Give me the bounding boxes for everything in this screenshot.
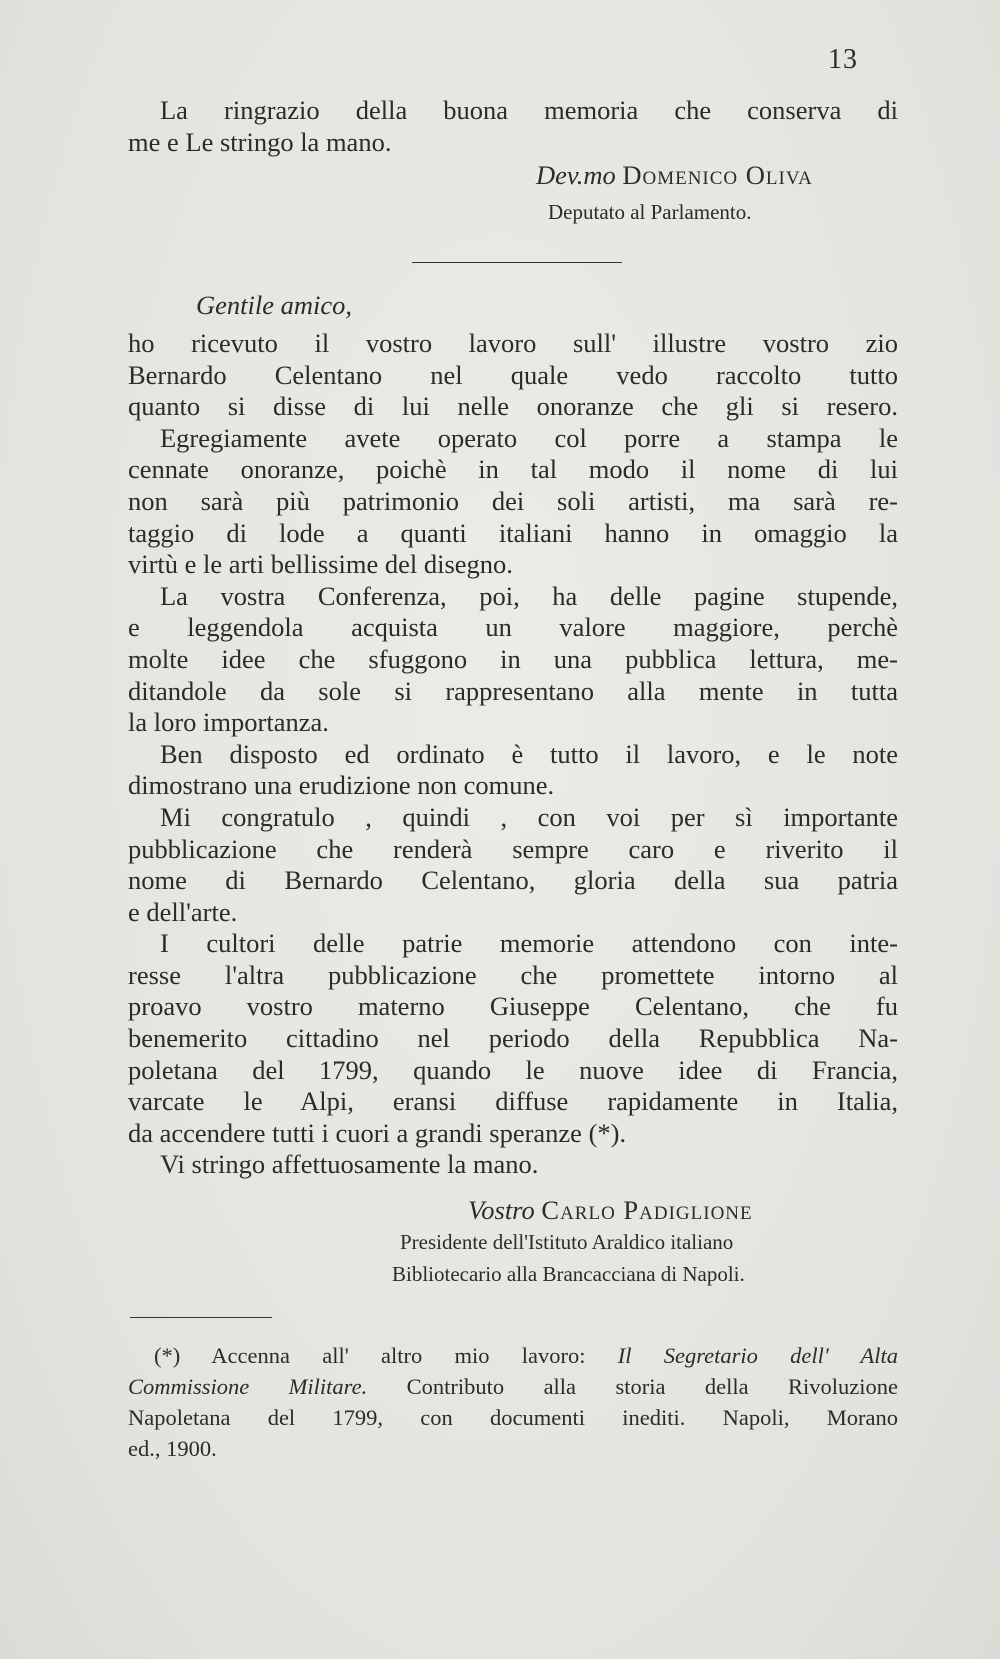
text-line: La vostra Conferenza, poi, ha delle pagine stupende, [160, 580, 898, 611]
footnote [128, 1340, 898, 1464]
footnote-line: ed., 1900. [128, 1436, 217, 1461]
text-line: virtù e le arti bellissime del disegno. [128, 549, 513, 580]
text-line: me e Le stringo la mano. [128, 126, 392, 157]
text-line: Mi congratulo , quindi , con voi per sì importante [160, 801, 898, 832]
text-line: non sarà più patrimonio dei soli artisti, ma sarà re- [128, 485, 898, 516]
footnote-line: Commissione Militare. Contributo alla storia della Rivoluzione [128, 1374, 898, 1399]
text-line: Egregiamente avete operato col porre a stampa le [160, 422, 898, 453]
signature-closing: Vostro [468, 1195, 535, 1225]
text-line: la loro importanza. [128, 707, 329, 738]
text-line: pubblicazione che renderà sempre caro e riverito il [128, 833, 898, 864]
signature-title: Bibliotecario alla Brancacciana di Napoli. [392, 1262, 745, 1286]
letter2-body [128, 328, 898, 1181]
footnote-line: (*) Accenna all' altro mio lavoro: Il Segretario dell' Alta [154, 1343, 898, 1368]
signature-name: Carlo Padiglione [541, 1195, 753, 1225]
text-line: Ben disposto ed ordinato è tutto il lavoro, e le note [160, 738, 898, 769]
letter1-body [128, 95, 898, 158]
text-line: e leggendola acquista un valore maggiore, perchè [128, 612, 898, 643]
signature-title: Presidente dell'Istituto Araldico italiano [400, 1230, 734, 1254]
text-line: La ringrazio della buona memoria che conserva di [160, 95, 898, 125]
salutation: Gentile amico, [196, 290, 353, 320]
text-line: I cultori delle patrie memorie attendono con inte- [160, 928, 898, 959]
signature-name: Domenico Oliva [622, 160, 813, 190]
page-number: 13 [828, 44, 858, 75]
text-line: ditandole da sole si rappresentano alla mente in tutta [128, 675, 898, 706]
letter1-signature [536, 160, 813, 191]
text-line: taggio di lode a quanti italiani hanno in omaggio la [128, 517, 898, 548]
text-line: varcate le Alpi, eransi diffuse rapidamente in Italia, [128, 1086, 898, 1117]
text-line: Vi stringo affettuosamente la mano. [160, 1149, 539, 1180]
letter2-signature [468, 1195, 753, 1226]
text-line: cennate onoranze, poichè in tal modo il nome di lui [128, 454, 898, 485]
text-line: dimostrano una erudizione non comune. [128, 770, 555, 801]
text-line: proavo vostro materno Giuseppe Celentano, che fu [128, 991, 898, 1022]
text-line: nome di Bernardo Celentano, gloria della sua patria [128, 865, 898, 896]
text-line: molte idee che sfuggono in una pubblica lettura, me- [128, 643, 898, 674]
text-line: e dell'arte. [128, 896, 238, 927]
text-line: Bernardo Celentano nel quale vedo raccolto tutto [128, 359, 898, 390]
text-line: benemerito cittadino nel periodo della Repubblica Na- [128, 1023, 898, 1054]
text-line: poletana del 1799, quando le nuove idee di Francia, [128, 1054, 898, 1085]
text-line: ho ricevuto il vostro lavoro sull' illustre vostro zio [128, 328, 898, 358]
text-line: resse l'altra pubblicazione che promettete intorno al [128, 959, 898, 990]
signature-title: Deputato al Parlamento. [548, 200, 752, 224]
text-line: quanto si disse di lui nelle onoranze che gli si resero. [128, 391, 898, 422]
text-line: da accendere tutti i cuori a grandi speranze (*). [128, 1117, 627, 1148]
section-divider [412, 262, 622, 263]
footnote-line: Napoletana del 1799, con documenti inediti. Napoli, Morano [128, 1405, 898, 1430]
footnote-rule [130, 1317, 272, 1318]
signature-closing: Dev.mo [536, 160, 616, 190]
